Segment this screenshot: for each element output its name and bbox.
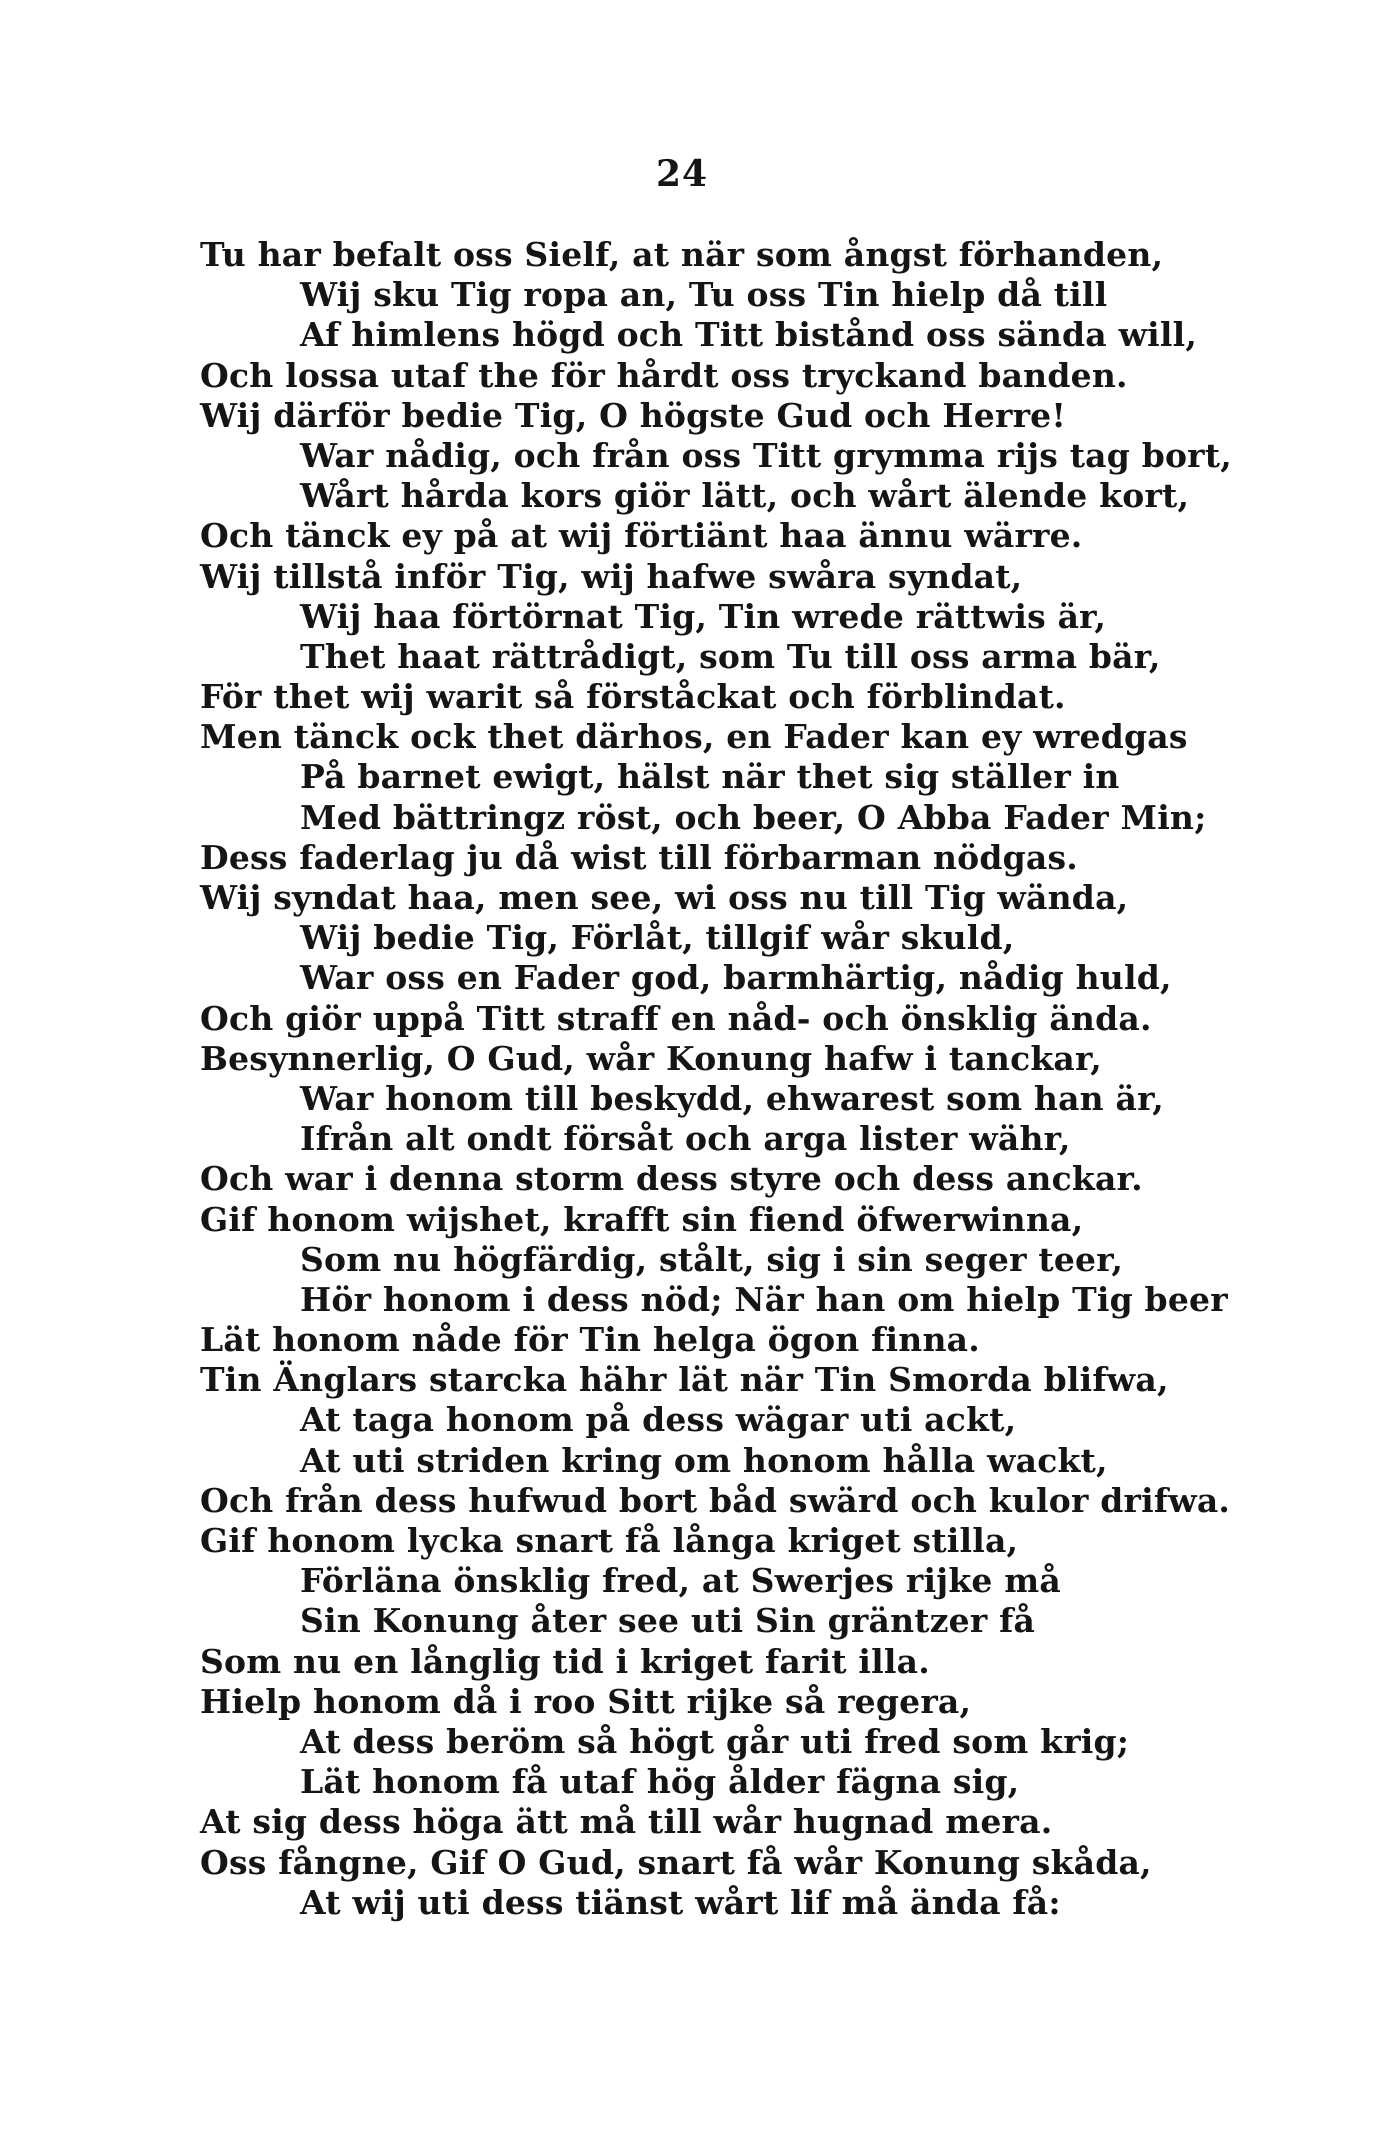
verse-line: Af himlens högd och Titt bistånd oss sända will,: [300, 315, 1198, 355]
verse-line: Och war i denna storm dess styre och dess anckar.: [200, 1159, 1143, 1199]
verse-line: Och tänck ey på at wij förtiänt haa ännu wärre.: [200, 516, 1083, 556]
stanza: [200, 1360, 1250, 1521]
verse-line: Gif honom wijshet, krafft sin fiend öfwerwinna,: [200, 1199, 1084, 1239]
poem-text: [200, 235, 1250, 1923]
verse-line: Med bättringz röst, och beer, O Abba Fader Min;: [300, 797, 1207, 837]
verse-line: At uti striden kring om honom hålla wackt,: [300, 1440, 1108, 1480]
verse-line: Wij därför bedie Tig, O högste Gud och Herre!: [200, 395, 1067, 435]
verse-line: Wårt hårda kors giör lätt, och wårt älende kort,: [300, 476, 1190, 516]
verse-line: War oss en Fader god, barmhärtig, nådig huld,: [300, 958, 1172, 998]
verse-line: Förläna önsklig fred, at Swerjes rijke må: [300, 1561, 1061, 1601]
verse-line: Tu har befalt oss Sielf, at när som ångst förhanden,: [200, 235, 1164, 274]
verse-line: Sin Konung åter see uti Sin gräntzer få: [300, 1601, 1036, 1641]
verse-line: På barnet ewigt, hälst när thet sig ställer in: [300, 757, 1120, 797]
stanza: [200, 1682, 1250, 1843]
verse-line: Wij sku Tig ropa an, Tu oss Tin hielp då till: [300, 275, 1108, 315]
verse-line: Wij haa förtörnat Tig, Tin wrede rättwis är,: [300, 596, 1107, 636]
verse-line: Men tänck ock thet därhos, en Fader kan ey wredgas: [200, 717, 1188, 757]
verse-line: Tin Änglars starcka hähr lät när Tin Smorda blifwa,: [200, 1360, 1169, 1400]
verse-line: War honom till beskydd, ehwarest som han är,: [300, 1078, 1164, 1118]
verse-line: Lät honom nåde för Tin helga ögon finna.: [200, 1320, 980, 1360]
verse-line: Gif honom lycka snart få långa kriget stilla,: [200, 1521, 1019, 1560]
stanza: [200, 235, 1250, 396]
stanza: [200, 1843, 1250, 1923]
verse-line: För thet wij warit så förståckat och förblindat.: [200, 677, 1066, 717]
verse-line: At taga honom på dess wägar uti ackt,: [300, 1400, 1017, 1440]
verse-line: Hielp honom då i roo Sitt rijke så regera,: [200, 1681, 972, 1721]
verse-line: Thet haat rättrådigt, som Tu till oss arma bär,: [300, 636, 1161, 676]
verse-line: At dess beröm så högt går uti fred som krig;: [300, 1721, 1130, 1761]
verse-line: War nådig, och från oss Titt grymma rijs tag bort,: [300, 435, 1232, 475]
stanza: [200, 1200, 1250, 1361]
verse-line: Lät honom få utaf hög ålder fägna sig,: [300, 1762, 1020, 1802]
verse-line: Och giör uppå Titt straff en nåd- och önsklig ända.: [200, 998, 1152, 1038]
verse-line: Besynnerlig, O Gud, wår Konung hafw i tanckar,: [200, 1038, 1102, 1078]
verse-line: At wij uti dess tiänst wårt lif må ända få:: [300, 1882, 1061, 1922]
verse-line: Ifrån alt ondt försåt och arga lister währ,: [300, 1119, 1071, 1159]
verse-line: At sig dess höga ätt må till wår hugnad mera.: [200, 1802, 1053, 1842]
stanza: [200, 1521, 1250, 1682]
verse-line: Hör honom i dess nöd; När han om hielp Tig beer: [300, 1279, 1228, 1319]
verse-line: Wij syndat haa, men see, wi oss nu till Tig wända,: [200, 878, 1129, 917]
verse-line: Som nu en långlig tid i kriget farit illa.: [200, 1641, 930, 1681]
page-number: 24: [656, 153, 709, 195]
stanza: [200, 717, 1250, 878]
verse-line: Och lossa utaf the för hårdt oss tryckand banden.: [200, 355, 1128, 395]
stanza: [200, 396, 1250, 557]
stanza: [200, 557, 1250, 718]
stanza: [200, 878, 1250, 1039]
verse-line: Dess faderlag ju då wist till förbarman nödgas.: [200, 837, 1078, 877]
verse-line: Wij bedie Tig, Förlåt, tillgif wår skuld,: [300, 918, 1015, 958]
stanza: [200, 1039, 1250, 1200]
verse-line: Som nu högfärdig, stålt, sig i sin seger teer,: [300, 1239, 1124, 1279]
verse-line: Wij tillstå inför Tig, wij hafwe swåra syndat,: [200, 556, 1023, 596]
verse-line: Oss fångne, Gif O Gud, snart få wår Konung skåda,: [200, 1842, 1152, 1882]
verse-line: Och från dess hufwud bort båd swärd och kulor drifwa.: [200, 1480, 1231, 1520]
